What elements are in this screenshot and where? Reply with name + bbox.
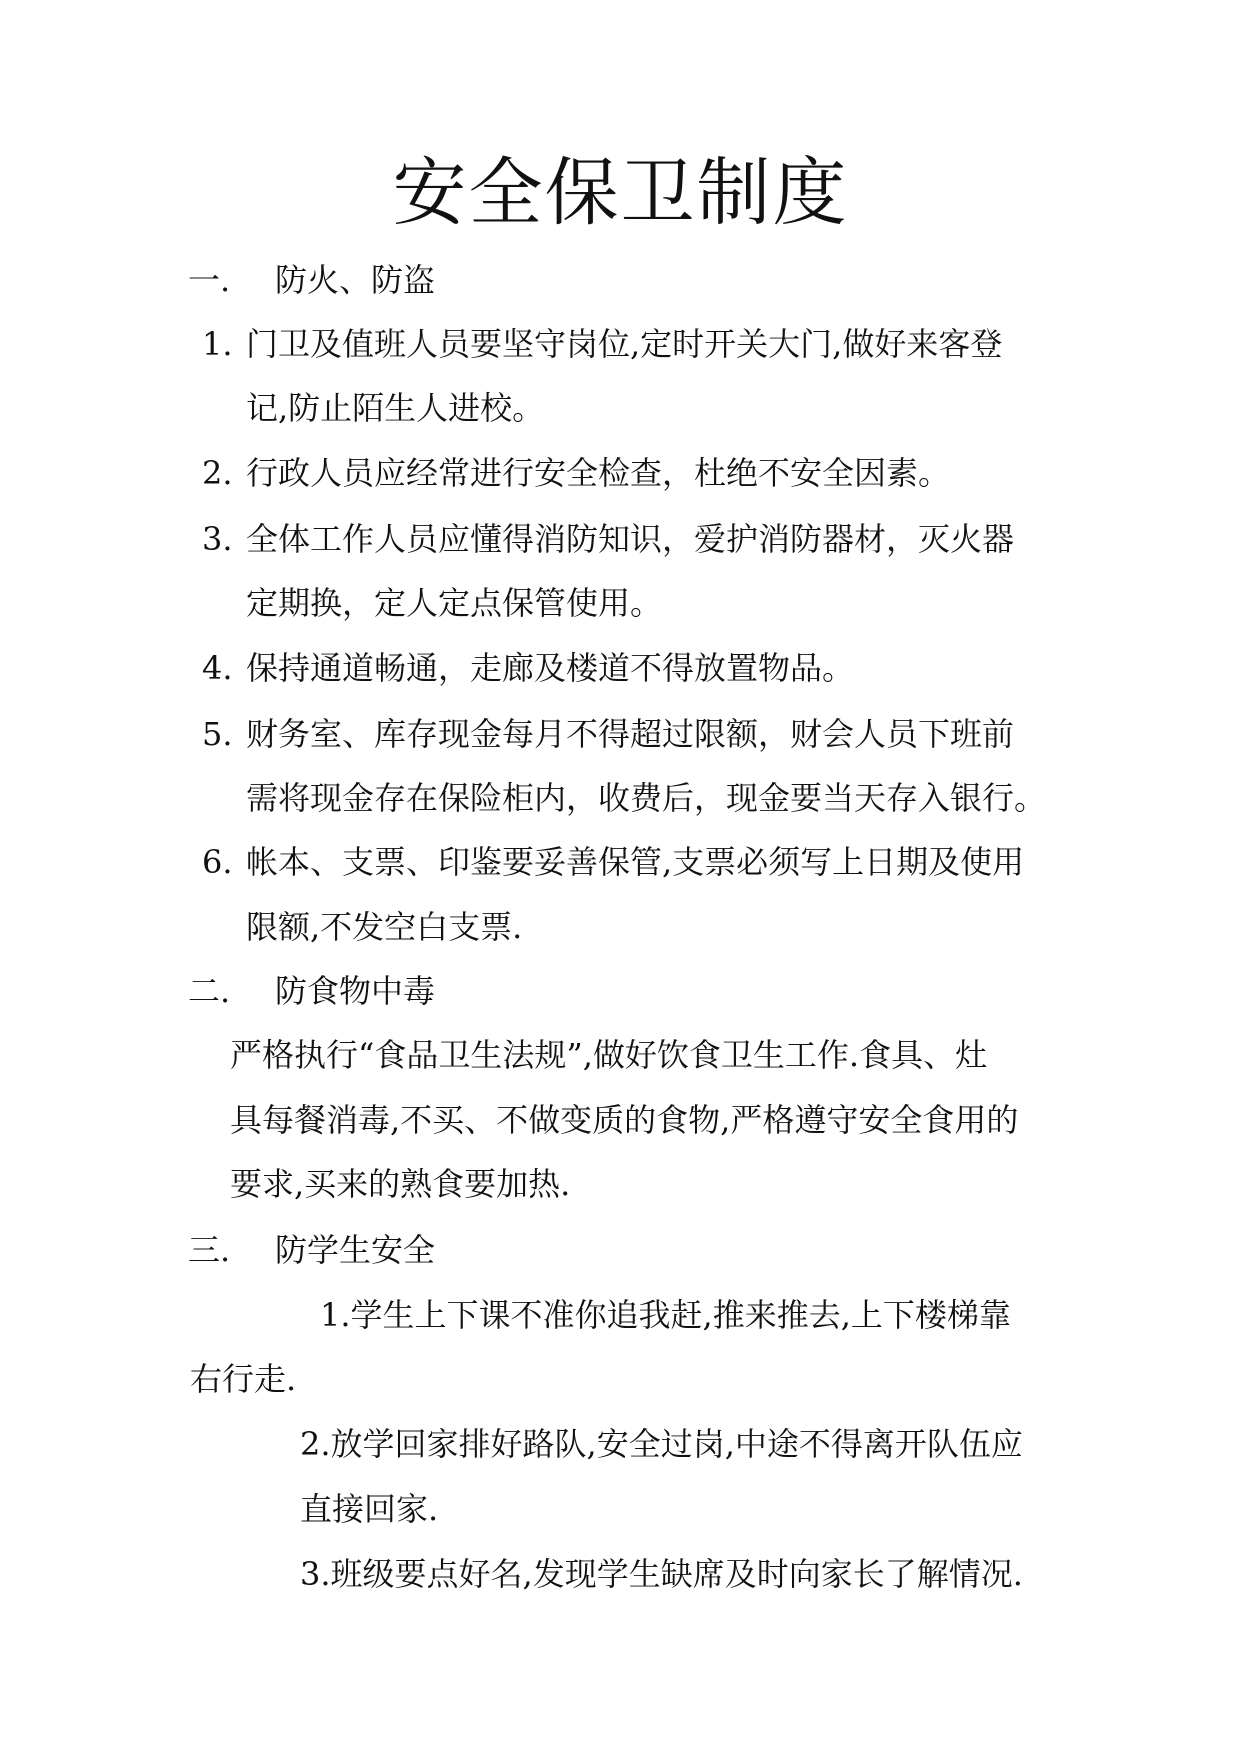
section-number: 一.	[188, 261, 231, 299]
section-number: 二.	[188, 972, 231, 1010]
section-number: 三.	[188, 1231, 231, 1269]
item-number: 5.	[202, 715, 233, 753]
section-title: 防食物中毒	[275, 972, 436, 1010]
item-text-continued: 定期换，定人定点保管使用。	[246, 584, 663, 622]
item-text: 保持通道畅通，走廊及楼道不得放置物品。	[246, 649, 855, 687]
item-text-continued: 直接回家.	[300, 1490, 439, 1528]
item-number: 4.	[202, 649, 233, 687]
item-number: 2.	[202, 454, 233, 492]
item-text: 全体工作人员应懂得消防知识，爱护消防器材，灭火器	[246, 520, 1015, 558]
section-title: 防学生安全	[275, 1231, 436, 1269]
list-item: 1.学生上下课不准你追我赶,推来推去,上下楼梯靠	[320, 1296, 1011, 1334]
item-text: 行政人员应经常进行安全检查，杜绝不安全因素。	[246, 454, 951, 492]
item-text-continued: 限额,不发空白支票.	[246, 908, 523, 946]
paragraph-line: 具每餐消毒,不买、不做变质的食物,严格遵守安全食用的	[230, 1101, 1019, 1139]
list-item: 3.班级要点好名,发现学生缺席及时向家长了解情况.	[300, 1555, 1023, 1593]
item-text-continued: 需将现金存在保险柜内，收费后，现金要当天存入银行。	[246, 779, 1047, 817]
item-text: 帐本、支票、印鉴要妥善保管,支票必须写上日期及使用	[246, 843, 1025, 881]
paragraph-line: 要求,买来的熟食要加热.	[230, 1165, 571, 1203]
paragraph-line: 严格执行“食品卫生法规”,做好饮食卫生工作.食具、灶	[230, 1036, 988, 1074]
item-text-continued: 记,防止陌生人进校。	[246, 389, 545, 427]
section-title: 防火、防盗	[275, 261, 436, 299]
item-text-continued: 右行走.	[190, 1360, 297, 1398]
document-title: 安全保卫制度	[392, 150, 849, 236]
item-text: 门卫及值班人员要坚守岗位,定时开关大门,做好来客登	[246, 325, 1003, 363]
item-number: 3.	[202, 520, 233, 558]
list-item: 2.放学回家排好路队,安全过岗,中途不得离开队伍应	[300, 1425, 1023, 1463]
item-text: 财务室、库存现金每月不得超过限额，财会人员下班前	[246, 715, 1015, 753]
item-number: 6.	[202, 843, 233, 881]
item-number: 1.	[202, 325, 233, 363]
